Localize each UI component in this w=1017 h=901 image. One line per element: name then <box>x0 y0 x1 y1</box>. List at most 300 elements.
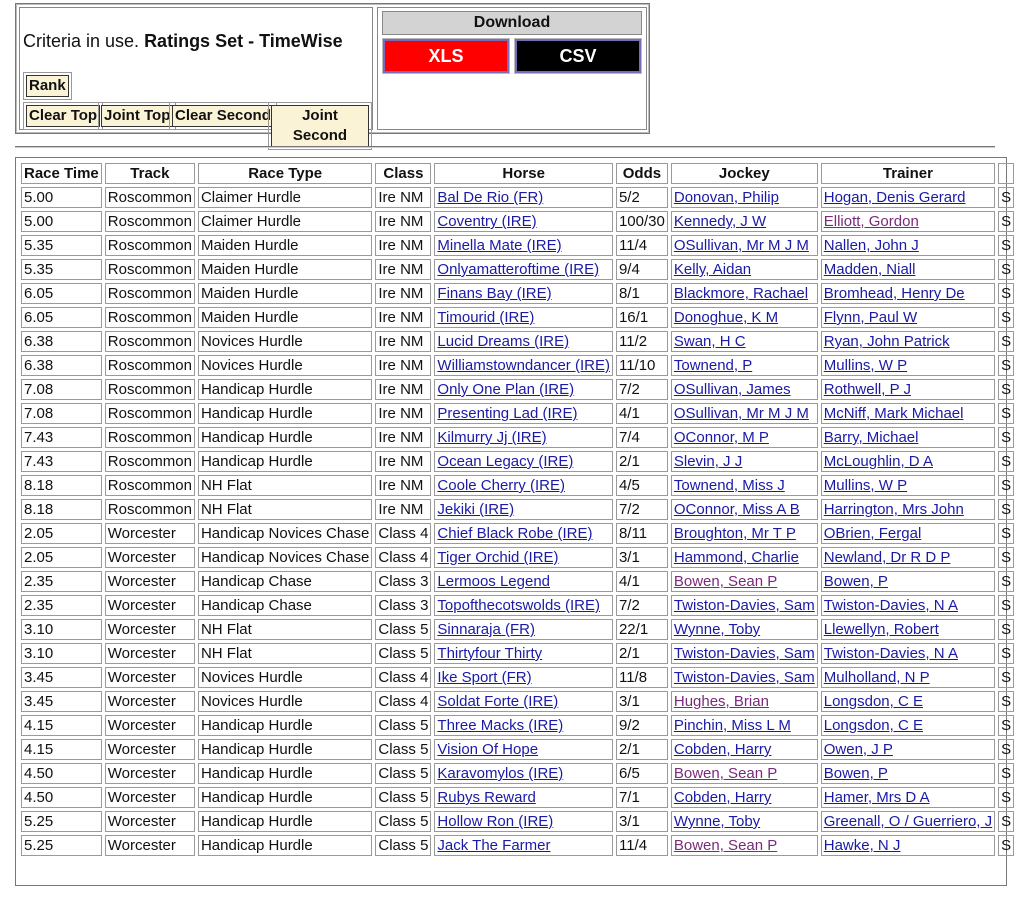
jockey-cell-link[interactable]: Wynne, Toby <box>673 813 761 830</box>
truncated-cell: S <box>998 571 1014 592</box>
top-panel <box>15 3 650 144</box>
race-type-cell: NH Flat <box>198 643 372 664</box>
joint-top-button[interactable]: Joint Top <box>101 105 173 127</box>
trainer-cell-link[interactable]: Rothwell, P J <box>823 381 911 398</box>
truncated-cell: S <box>998 475 1014 496</box>
trainer-cell <box>821 571 995 592</box>
trainer-cell <box>821 379 995 400</box>
jockey-cell-link[interactable]: Slevin, J J <box>673 453 743 470</box>
trainer-cell <box>821 259 995 280</box>
class-cell: Ire NM <box>375 259 431 280</box>
odds-cell: 2/1 <box>616 643 668 664</box>
trainer-cell <box>821 499 995 520</box>
race-type-cell: Handicap Novices Chase <box>198 523 372 544</box>
jockey-cell-link[interactable]: Bowen, Sean P <box>673 765 778 782</box>
horse-cell-link[interactable]: Only One Plan (IRE) <box>437 381 575 398</box>
horse-cell <box>434 739 613 760</box>
jockey-cell <box>671 739 818 760</box>
jockey-cell-link[interactable]: Kelly, Aidan <box>673 261 752 278</box>
race-type-cell: Handicap Hurdle <box>198 427 372 448</box>
trainer-cell <box>821 331 995 352</box>
clear-second-cell <box>169 102 277 130</box>
trainer-cell-link[interactable]: OBrien, Fergal <box>823 525 922 542</box>
criteria-prefix: Criteria in use. <box>23 31 140 51</box>
jockey-cell-link[interactable]: Twiston-Davies, Sam <box>673 669 815 686</box>
race-type-cell: Handicap Hurdle <box>198 739 372 760</box>
table-row <box>21 451 1014 472</box>
table-row <box>21 715 1014 736</box>
download-title: Download <box>382 11 642 35</box>
race-time-cell: 3.10 <box>21 619 102 640</box>
table-row <box>21 187 1014 208</box>
trainer-cell <box>821 187 995 208</box>
jockey-cell <box>671 403 818 424</box>
col-class[interactable]: Class <box>375 163 431 184</box>
horse-cell-link[interactable]: Thirtyfour Thirty <box>437 645 543 662</box>
col-odds[interactable]: Odds <box>616 163 668 184</box>
col-jockey[interactable]: Jockey <box>671 163 818 184</box>
odds-cell: 11/2 <box>616 331 668 352</box>
horse-cell <box>434 835 613 856</box>
class-cell: Ire NM <box>375 451 431 472</box>
trainer-cell <box>821 451 995 472</box>
table-row <box>21 499 1014 520</box>
table-row <box>21 355 1014 376</box>
odds-cell: 11/10 <box>616 355 668 376</box>
trainer-cell <box>821 619 995 640</box>
jockey-cell-link[interactable]: Cobden, Harry <box>673 741 772 758</box>
trainer-cell-link[interactable]: McLoughlin, D A <box>823 453 933 470</box>
jockey-cell-link[interactable]: Blackmore, Rachael <box>673 285 809 302</box>
class-cell: Class 4 <box>375 547 431 568</box>
odds-cell: 2/1 <box>616 451 668 472</box>
trainer-cell <box>821 595 995 616</box>
jockey-cell <box>671 379 818 400</box>
trainer-cell-link[interactable]: Hogan, Denis Gerard <box>823 189 966 206</box>
track-cell: Roscommon <box>105 403 195 424</box>
col-race-type[interactable]: Race Type <box>198 163 372 184</box>
horse-cell <box>434 715 613 736</box>
race-time-cell: 2.35 <box>21 571 102 592</box>
jockey-cell-link[interactable]: Twiston-Davies, Sam <box>673 597 815 614</box>
jockey-cell <box>671 259 818 280</box>
joint-second-cell <box>268 102 372 150</box>
jockey-cell-link[interactable]: Donovan, Philip <box>673 189 779 206</box>
table-row <box>21 643 1014 664</box>
class-cell: Ire NM <box>375 475 431 496</box>
table-row <box>21 619 1014 640</box>
jockey-cell-link[interactable]: Broughton, Mr T P <box>673 525 796 542</box>
class-cell: Class 5 <box>375 835 431 856</box>
race-time-cell: 4.15 <box>21 715 102 736</box>
horse-cell <box>434 811 613 832</box>
class-cell: Class 5 <box>375 763 431 784</box>
trainer-cell <box>821 355 995 376</box>
horse-cell <box>434 235 613 256</box>
horse-cell <box>434 787 613 808</box>
table-row <box>21 667 1014 688</box>
rank-cell <box>23 72 72 100</box>
trainer-cell <box>821 475 995 496</box>
clear-top-button[interactable]: Clear Top <box>26 105 100 127</box>
trainer-cell <box>821 235 995 256</box>
truncated-cell: S <box>998 787 1014 808</box>
jockey-cell-link[interactable]: OConnor, M P <box>673 429 769 446</box>
table-row <box>21 331 1014 352</box>
horse-cell-link[interactable]: Bal De Rio (FR) <box>437 189 544 206</box>
horse-cell-link[interactable]: Kilmurry Jj (IRE) <box>437 429 547 446</box>
odds-cell: 3/1 <box>616 691 668 712</box>
jockey-cell-link[interactable]: OConnor, Miss A B <box>673 501 800 518</box>
race-time-cell: 5.25 <box>21 811 102 832</box>
truncated-cell: S <box>998 403 1014 424</box>
horse-cell-link[interactable]: Tiger Orchid (IRE) <box>437 549 559 566</box>
track-cell: Worcester <box>105 811 195 832</box>
race-time-cell: 6.05 <box>21 283 102 304</box>
csv-download-button[interactable]: CSV <box>515 39 641 73</box>
race-time-cell: 5.35 <box>21 235 102 256</box>
trainer-cell-link[interactable]: McNiff, Mark Michael <box>823 405 964 422</box>
trainer-cell-link[interactable]: Harrington, Mrs John <box>823 501 964 518</box>
race-type-cell: Handicap Hurdle <box>198 763 372 784</box>
race-time-cell: 8.18 <box>21 475 102 496</box>
trainer-cell <box>821 643 995 664</box>
class-cell: Class 5 <box>375 619 431 640</box>
trainer-cell-link[interactable]: Hawke, N J <box>823 837 901 854</box>
trainer-cell-link[interactable]: Barry, Michael <box>823 429 919 446</box>
odds-cell: 4/1 <box>616 403 668 424</box>
class-cell: Ire NM <box>375 355 431 376</box>
truncated-cell: S <box>998 355 1014 376</box>
truncated-cell: S <box>998 259 1014 280</box>
truncated-cell: S <box>998 739 1014 760</box>
race-time-cell: 7.08 <box>21 403 102 424</box>
horse-cell-link[interactable]: Karavomylos (IRE) <box>437 765 564 782</box>
trainer-cell <box>821 691 995 712</box>
jockey-cell-link[interactable]: OSullivan, Mr M J M <box>673 405 809 422</box>
race-type-cell: Handicap Hurdle <box>198 835 372 856</box>
trainer-cell <box>821 739 995 760</box>
truncated-cell: S <box>998 835 1014 856</box>
odds-cell: 11/4 <box>616 235 668 256</box>
table-row <box>21 259 1014 280</box>
odds-cell: 22/1 <box>616 619 668 640</box>
horse-cell-link[interactable]: Lermoos Legend <box>437 573 551 590</box>
jockey-cell-link[interactable]: Townend, Miss J <box>673 477 785 494</box>
odds-cell: 4/1 <box>616 571 668 592</box>
race-type-cell: NH Flat <box>198 499 372 520</box>
horse-cell <box>434 259 613 280</box>
table-row <box>21 475 1014 496</box>
col-trainer[interactable]: Trainer <box>821 163 995 184</box>
truncated-cell: S <box>998 547 1014 568</box>
truncated-cell: S <box>998 691 1014 712</box>
horse-cell-link[interactable]: Finans Bay (IRE) <box>437 285 552 302</box>
horse-cell-link[interactable]: Timourid (IRE) <box>437 309 535 326</box>
table-row <box>21 691 1014 712</box>
odds-cell: 100/30 <box>616 211 668 232</box>
truncated-cell: S <box>998 211 1014 232</box>
horse-cell-link[interactable]: Soldat Forte (IRE) <box>437 693 559 710</box>
class-cell: Class 5 <box>375 811 431 832</box>
horse-cell-link[interactable]: Sinnaraja (FR) <box>437 621 535 638</box>
horse-cell <box>434 547 613 568</box>
track-cell: Worcester <box>105 715 195 736</box>
jockey-cell <box>671 283 818 304</box>
download-panel <box>377 7 647 130</box>
table-row <box>21 283 1014 304</box>
jockey-cell-link[interactable]: Hammond, Charlie <box>673 549 799 566</box>
class-cell: Class 4 <box>375 667 431 688</box>
trainer-cell <box>821 667 995 688</box>
class-cell: Ire NM <box>375 331 431 352</box>
odds-cell: 6/5 <box>616 763 668 784</box>
trainer-cell-link[interactable]: Mullins, W P <box>823 477 908 494</box>
trainer-cell-link[interactable]: Twiston-Davies, N A <box>823 645 958 662</box>
trainer-cell-link[interactable]: Twiston-Davies, N A <box>823 597 958 614</box>
horse-cell <box>434 331 613 352</box>
horse-cell <box>434 667 613 688</box>
track-cell: Worcester <box>105 571 195 592</box>
trainer-cell <box>821 787 995 808</box>
race-time-cell: 6.38 <box>21 331 102 352</box>
truncated-cell: S <box>998 619 1014 640</box>
table-row <box>21 595 1014 616</box>
joint-second-button[interactable]: Joint Second <box>271 105 369 147</box>
horse-cell-link[interactable]: Minella Mate (IRE) <box>437 237 562 254</box>
horse-cell-link[interactable]: Rubys Reward <box>437 789 536 806</box>
truncated-cell: S <box>998 811 1014 832</box>
jockey-cell <box>671 835 818 856</box>
horse-cell <box>434 475 613 496</box>
trainer-cell <box>821 211 995 232</box>
table-row <box>21 811 1014 832</box>
horse-cell <box>434 619 613 640</box>
track-cell: Roscommon <box>105 259 195 280</box>
horse-cell-link[interactable]: Jekiki (IRE) <box>437 501 515 518</box>
truncated-cell: S <box>998 715 1014 736</box>
horse-cell <box>434 403 613 424</box>
table-header-row <box>21 163 1014 184</box>
jockey-cell-link[interactable]: Bowen, Sean P <box>673 837 778 854</box>
jockey-cell <box>671 811 818 832</box>
jockey-cell-link[interactable]: OSullivan, Mr M J M <box>673 237 809 254</box>
criteria-description <box>23 31 343 52</box>
trainer-cell-link[interactable]: Nallen, John J <box>823 237 919 254</box>
trainer-cell <box>821 547 995 568</box>
jockey-cell <box>671 523 818 544</box>
jockey-cell-link[interactable]: Donoghue, K M <box>673 309 779 326</box>
race-type-cell: Handicap Hurdle <box>198 787 372 808</box>
trainer-cell-link[interactable]: Owen, J P <box>823 741 893 758</box>
trainer-cell-link[interactable]: Bowen, P <box>823 573 888 590</box>
odds-cell: 8/1 <box>616 283 668 304</box>
race-time-cell: 5.00 <box>21 187 102 208</box>
truncated-cell: S <box>998 283 1014 304</box>
results-panel <box>15 157 1012 886</box>
table-row <box>21 523 1014 544</box>
horse-cell-link[interactable]: Vision Of Hope <box>437 741 539 758</box>
odds-cell: 4/5 <box>616 475 668 496</box>
truncated-cell: S <box>998 451 1014 472</box>
truncated-cell: S <box>998 187 1014 208</box>
jockey-cell <box>671 427 818 448</box>
jockey-cell <box>671 547 818 568</box>
trainer-cell-link[interactable]: Elliott, Gordon <box>823 213 919 230</box>
trainer-cell <box>821 715 995 736</box>
horse-cell-link[interactable]: Ike Sport (FR) <box>437 669 532 686</box>
class-cell: Ire NM <box>375 283 431 304</box>
trainer-cell-link[interactable]: Longsdon, C E <box>823 693 923 710</box>
horse-cell-link[interactable]: Lucid Dreams (IRE) <box>437 333 570 350</box>
horse-cell-link[interactable]: Three Macks (IRE) <box>437 717 564 734</box>
col-track[interactable]: Track <box>105 163 195 184</box>
trainer-cell-link[interactable]: Bromhead, Henry De <box>823 285 965 302</box>
horse-cell-link[interactable]: Chief Black Robe (IRE) <box>437 525 593 542</box>
horse-cell-link[interactable]: Jack The Farmer <box>437 837 551 854</box>
class-cell: Class 4 <box>375 691 431 712</box>
horse-cell <box>434 571 613 592</box>
xls-download-button[interactable]: XLS <box>383 39 509 73</box>
horse-cell <box>434 187 613 208</box>
trainer-cell-link[interactable]: Madden, Niall <box>823 261 916 278</box>
track-cell: Roscommon <box>105 307 195 328</box>
table-row <box>21 211 1014 232</box>
class-cell: Ire NM <box>375 499 431 520</box>
horse-cell-link[interactable]: Hollow Ron (IRE) <box>437 813 554 830</box>
horse-cell-link[interactable]: Williamstowndancer (IRE) <box>437 357 610 374</box>
jockey-cell-link[interactable]: Pinchin, Miss L M <box>673 717 791 734</box>
trainer-cell-link[interactable]: Mulholland, N P <box>823 669 930 686</box>
race-type-cell: Novices Hurdle <box>198 667 372 688</box>
clear-second-button[interactable]: Clear Second <box>172 105 274 127</box>
horse-cell-link[interactable]: Coole Cherry (IRE) <box>437 477 565 494</box>
col-truncated <box>998 163 1014 184</box>
criteria-panel <box>19 7 373 144</box>
track-cell: Roscommon <box>105 283 195 304</box>
table-row <box>21 403 1014 424</box>
jockey-cell-link[interactable]: Wynne, Toby <box>673 621 761 638</box>
jockey-cell-link[interactable]: Twiston-Davies, Sam <box>673 645 815 662</box>
trainer-cell-link[interactable]: Mullins, W P <box>823 357 908 374</box>
odds-cell: 8/11 <box>616 523 668 544</box>
odds-cell: 9/4 <box>616 259 668 280</box>
race-time-cell: 6.38 <box>21 355 102 376</box>
trainer-cell-link[interactable]: Longsdon, C E <box>823 717 923 734</box>
race-type-cell: Maiden Hurdle <box>198 235 372 256</box>
race-type-cell: Novices Hurdle <box>198 331 372 352</box>
ratings-set-name: Ratings Set - TimeWise <box>144 31 343 51</box>
class-cell: Class 3 <box>375 595 431 616</box>
trainer-cell-link[interactable]: Ryan, John Patrick <box>823 333 950 350</box>
trainer-cell <box>821 427 995 448</box>
race-type-cell: Maiden Hurdle <box>198 259 372 280</box>
race-type-cell: Handicap Chase <box>198 571 372 592</box>
trainer-cell <box>821 307 995 328</box>
horse-cell-link[interactable]: Onlyamatteroftime (IRE) <box>437 261 600 278</box>
col-race-time[interactable]: Race Time <box>21 163 102 184</box>
jockey-cell-link[interactable]: Kennedy, J W <box>673 213 767 230</box>
jockey-cell <box>671 499 818 520</box>
race-type-cell: Handicap Chase <box>198 595 372 616</box>
horse-cell <box>434 595 613 616</box>
race-type-cell: Handicap Hurdle <box>198 715 372 736</box>
track-cell: Worcester <box>105 763 195 784</box>
horse-cell-link[interactable]: Topofthecotswolds (IRE) <box>437 597 600 614</box>
track-cell: Roscommon <box>105 211 195 232</box>
odds-cell: 3/1 <box>616 547 668 568</box>
race-type-cell: Claimer Hurdle <box>198 187 372 208</box>
odds-cell: 3/1 <box>616 811 668 832</box>
race-time-cell: 7.43 <box>21 427 102 448</box>
jockey-cell <box>671 643 818 664</box>
trainer-cell-link[interactable]: Llewellyn, Robert <box>823 621 939 638</box>
col-horse[interactable]: Horse <box>434 163 613 184</box>
race-time-cell: 6.05 <box>21 307 102 328</box>
jockey-cell-link[interactable]: Cobden, Harry <box>673 789 772 806</box>
track-cell: Roscommon <box>105 451 195 472</box>
rank-button[interactable]: Rank <box>26 75 69 97</box>
race-type-cell: Handicap Hurdle <box>198 403 372 424</box>
jockey-cell-link[interactable]: Townend, P <box>673 357 753 374</box>
jockey-cell-link[interactable]: Bowen, Sean P <box>673 573 778 590</box>
table-row <box>21 235 1014 256</box>
odds-cell: 2/1 <box>616 739 668 760</box>
track-cell: Worcester <box>105 667 195 688</box>
table-body <box>21 187 1014 856</box>
odds-cell: 7/1 <box>616 787 668 808</box>
table-row <box>21 787 1014 808</box>
trainer-cell-link[interactable]: Flynn, Paul W <box>823 309 918 326</box>
race-type-cell: Novices Hurdle <box>198 691 372 712</box>
odds-cell: 5/2 <box>616 187 668 208</box>
jockey-cell-link[interactable]: Swan, H C <box>673 333 746 350</box>
race-time-cell: 3.10 <box>21 643 102 664</box>
jockey-cell-link[interactable]: OSullivan, James <box>673 381 791 398</box>
trainer-cell <box>821 523 995 544</box>
jockey-cell-link[interactable]: Hughes, Brian <box>673 693 769 710</box>
table-row <box>21 547 1014 568</box>
race-time-cell: 4.50 <box>21 763 102 784</box>
race-time-cell: 5.35 <box>21 259 102 280</box>
trainer-cell-link[interactable]: Hamer, Mrs D A <box>823 789 930 806</box>
horse-cell <box>434 211 613 232</box>
odds-cell: 7/2 <box>616 499 668 520</box>
horse-cell <box>434 451 613 472</box>
table-row <box>21 307 1014 328</box>
truncated-cell: S <box>998 307 1014 328</box>
trainer-cell-link[interactable]: Greenall, O / Guerriero, J <box>823 813 993 830</box>
truncated-cell: S <box>998 643 1014 664</box>
race-type-cell: NH Flat <box>198 619 372 640</box>
trainer-cell <box>821 811 995 832</box>
table-row <box>21 571 1014 592</box>
trainer-cell <box>821 283 995 304</box>
race-time-cell: 3.45 <box>21 667 102 688</box>
trainer-cell-link[interactable]: Newland, Dr R D P <box>823 549 951 566</box>
race-type-cell: Maiden Hurdle <box>198 283 372 304</box>
jockey-cell <box>671 763 818 784</box>
race-results-table <box>18 160 1017 859</box>
trainer-cell-link[interactable]: Bowen, P <box>823 765 888 782</box>
race-time-cell: 7.08 <box>21 379 102 400</box>
race-time-cell: 2.05 <box>21 547 102 568</box>
horse-cell-link[interactable]: Ocean Legacy (IRE) <box>437 453 574 470</box>
race-type-cell: Handicap Novices Chase <box>198 547 372 568</box>
table-row <box>21 379 1014 400</box>
horse-cell-link[interactable]: Presenting Lad (IRE) <box>437 405 578 422</box>
horse-cell-link[interactable]: Coventry (IRE) <box>437 213 537 230</box>
